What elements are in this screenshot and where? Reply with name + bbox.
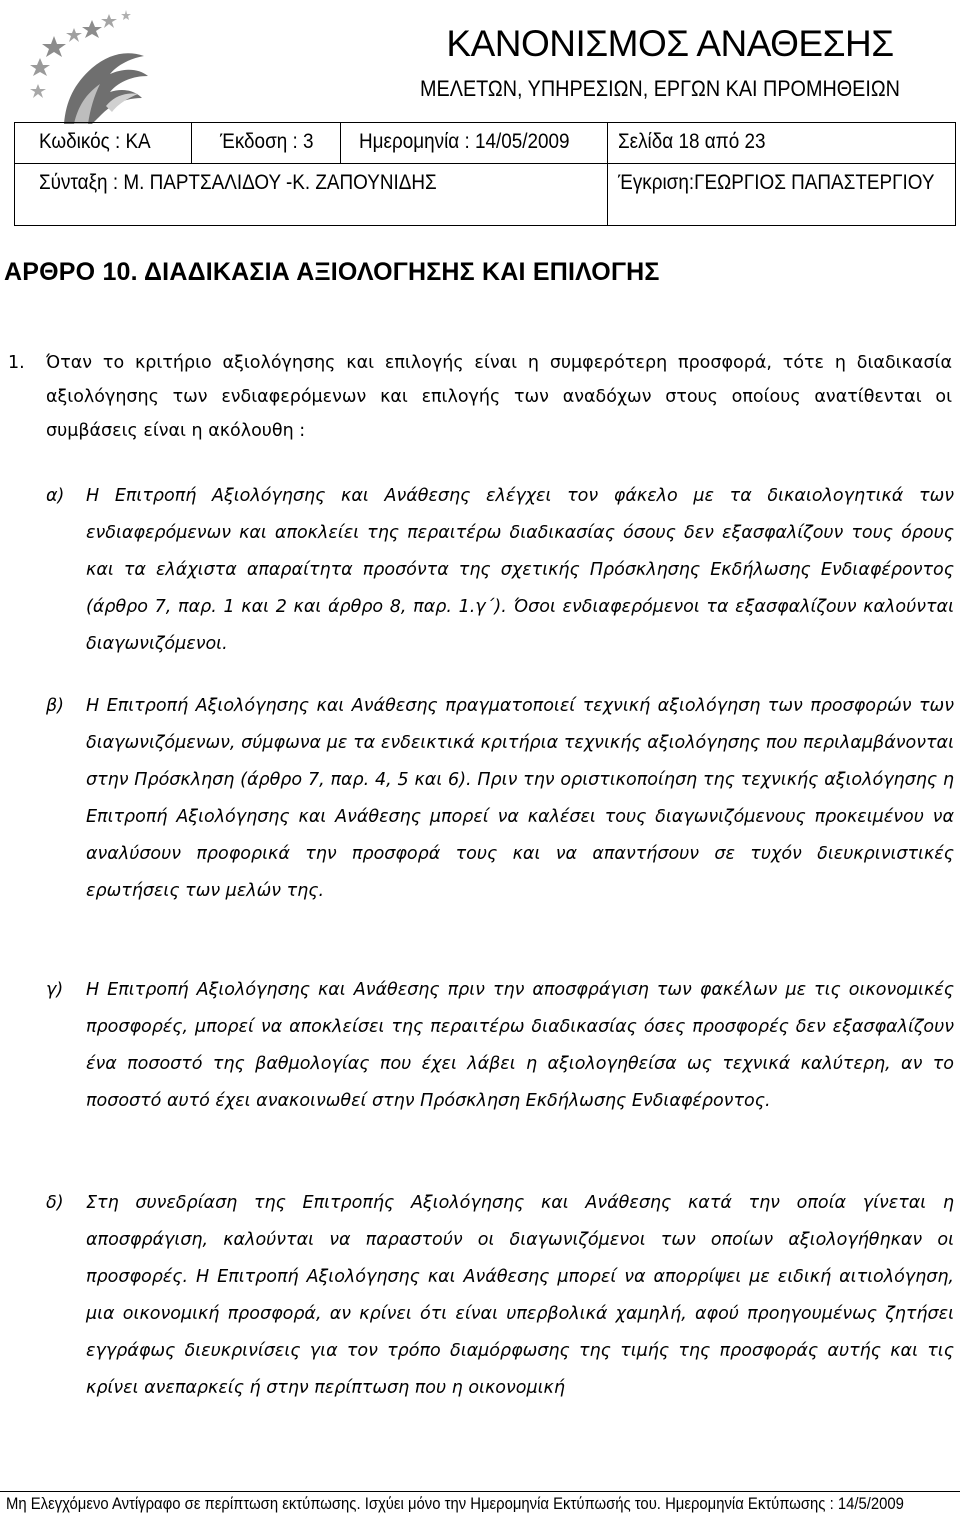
document-code: Κωδικός : ΚΑ: [39, 130, 151, 153]
paragraph-1: [8, 346, 952, 448]
article-heading: ΑΡΘΡΟ 10. ΔΙΑΔΙΚΑΣΙΑ ΑΞΙΟΛΟΓΗΣΗΣ ΚΑΙ ΕΠΙΛΟΓΗΣ: [4, 258, 660, 286]
stars-wing-logo: [14, 6, 154, 124]
document-author: Σύνταξη : Μ. ΠΑΡΤΣΑΛΙΔΟΥ -Κ. ΖΑΠΟΥΝΙΔΗΣ: [39, 171, 437, 194]
document-date: Ημερομηνία : 14/05/2009: [359, 130, 570, 153]
list-item-text: Στη συνεδρίαση της Επιτροπής Αξιολόγησης και Ανάθεσης κατά την οποία γίνεται η αποσφράγιση, καλούνται να παραστούν οι διαγωνιζόμενοι των οποίων αξιολογήθηκαν οι προσφορές. Η Επιτροπή Αξιολόγησης και Ανάθεσης μπορεί να απορρίψει με ειδική αιτιολόγηση, μια οικονομική προσφορά, αν κρίνει ότι είναι υπερβολικά χαμηλή, αφού προηγουμένως ζητήσει εγγράφως διευκρινίσεις για τον τρόπο διαμόρφωσης της τιμής της προσφοράς αυτής και τις κρίνει ανεπαρκείς ή στην περίπτωση που η οικονομική: [86, 1193, 954, 1398]
meta-row-2: [15, 163, 955, 225]
paragraph-text: Όταν το κριτήριο αξιολόγησης και επιλογής είναι η συμφερότερη προσφορά, τότε η διαδικασία αξιολόγησης των ενδιαφερόμενων και επιλογής των αναδόχων στους οποίους ανατίθενται οι συμβάσεις είναι η ακόλουθη :: [46, 353, 952, 441]
document-edition: Έκδοση : 3: [220, 130, 314, 153]
list-item-marker: α): [46, 486, 65, 506]
page-footer: [0, 1491, 960, 1519]
list-item: [46, 1185, 954, 1407]
list-item: [46, 688, 954, 910]
document-subtitle: ΜΕΛΕΤΩΝ, ΥΠΗΡΕΣΙΩΝ, ΕΡΓΩΝ ΚΑΙ ΠΡΟΜΗΘΕΙΩΝ: [420, 76, 900, 101]
list-item-marker: δ): [46, 1193, 64, 1213]
list-item-text: Η Επιτροπή Αξιολόγησης και Ανάθεσης πραγματοποιεί τεχνική αξιολόγηση των προσφορών των διαγωνιζόμενων, σύμφωνα με τα ενδεικτικά κριτήρια τεχνικής αξιολόγησης που περιλαμβάνονται στην Πρόσκληση (άρθρο 7, παρ. 4, 5 και 6). Πριν την οριστικοποίηση της τεχνικής αξιολόγησης η Επιτροπή Αξιολόγησης και Ανάθεσης μπορεί να καλέσει τους διαγωνιζόμενους προκειμένου να αναλύσουν προφορικά την προσφορά τους και να απαντήσουν σε τυχόν διευκρινιστικές ερωτήσεις των μελών της.: [86, 696, 954, 901]
footer-disclaimer: Μη Ελεγχόμενο Αντίγραφο σε περίπτωση εκτύπωσης. Ισχύει μόνο την Ημερομηνία Εκτύπωσής του. Ημερομηνία Εκτύπωσης : 14/5/2009: [6, 1495, 904, 1513]
list-item-text: Η Επιτροπή Αξιολόγησης και Ανάθεσης πριν την αποσφράγιση των φακέλων με τις οικονομικές προσφορές, μπορεί να αποκλείσει της περαιτέρω διαδικασίας όσες προσφορές δεν εξασφαλίζουν ένα ποσοστό της βαθμολογίας που έχει λάβει η αξιολογηθείσα ως τεχνικά καλύτερη, αν το ποσοστό αυτό έχει ανακοινωθεί στην Πρόσκληση Εκδήλωσης Ενδιαφέροντος.: [86, 980, 954, 1111]
document-title: ΚΑΝΟΝΙΣΜΟΣ ΑΝΑΘΕΣΗΣ: [446, 23, 894, 64]
list-item-text: Η Επιτροπή Αξιολόγησης και Ανάθεσης ελέγχει τον φάκελο με τα δικαιολογητικά των ενδιαφερόμενων και αποκλείει της περαιτέρω διαδικασίας όσους δεν εξασφαλίζουν τους όρους και τα ελάχιστα απαραίτητα προσόντα της σχετικής Πρόσκλησης Εκδήλωσης Ενδιαφέροντος (άρθρο 7, παρ. 1 και 2 και άρθρο 8, παρ. 1.γ΄). Όσοι ενδιαφερόμενοι τα εξασφαλίζουν καλούνται διαγωνιζόμενοι.: [86, 486, 954, 654]
page-number: Σελίδα 18 από 23: [618, 130, 766, 153]
list-item: [46, 972, 954, 1120]
document-approval: Έγκριση:ΓΕΩΡΓΙΟΣ ΠΑΠΑΣΤΕΡΓΙΟΥ: [618, 171, 935, 194]
list-item: [46, 478, 954, 663]
paragraph-number: 1.: [8, 353, 25, 373]
meta-row-1: [15, 123, 955, 164]
document-meta-table: [14, 122, 956, 226]
list-item-marker: β): [46, 696, 64, 716]
list-item-marker: γ): [46, 980, 64, 1000]
